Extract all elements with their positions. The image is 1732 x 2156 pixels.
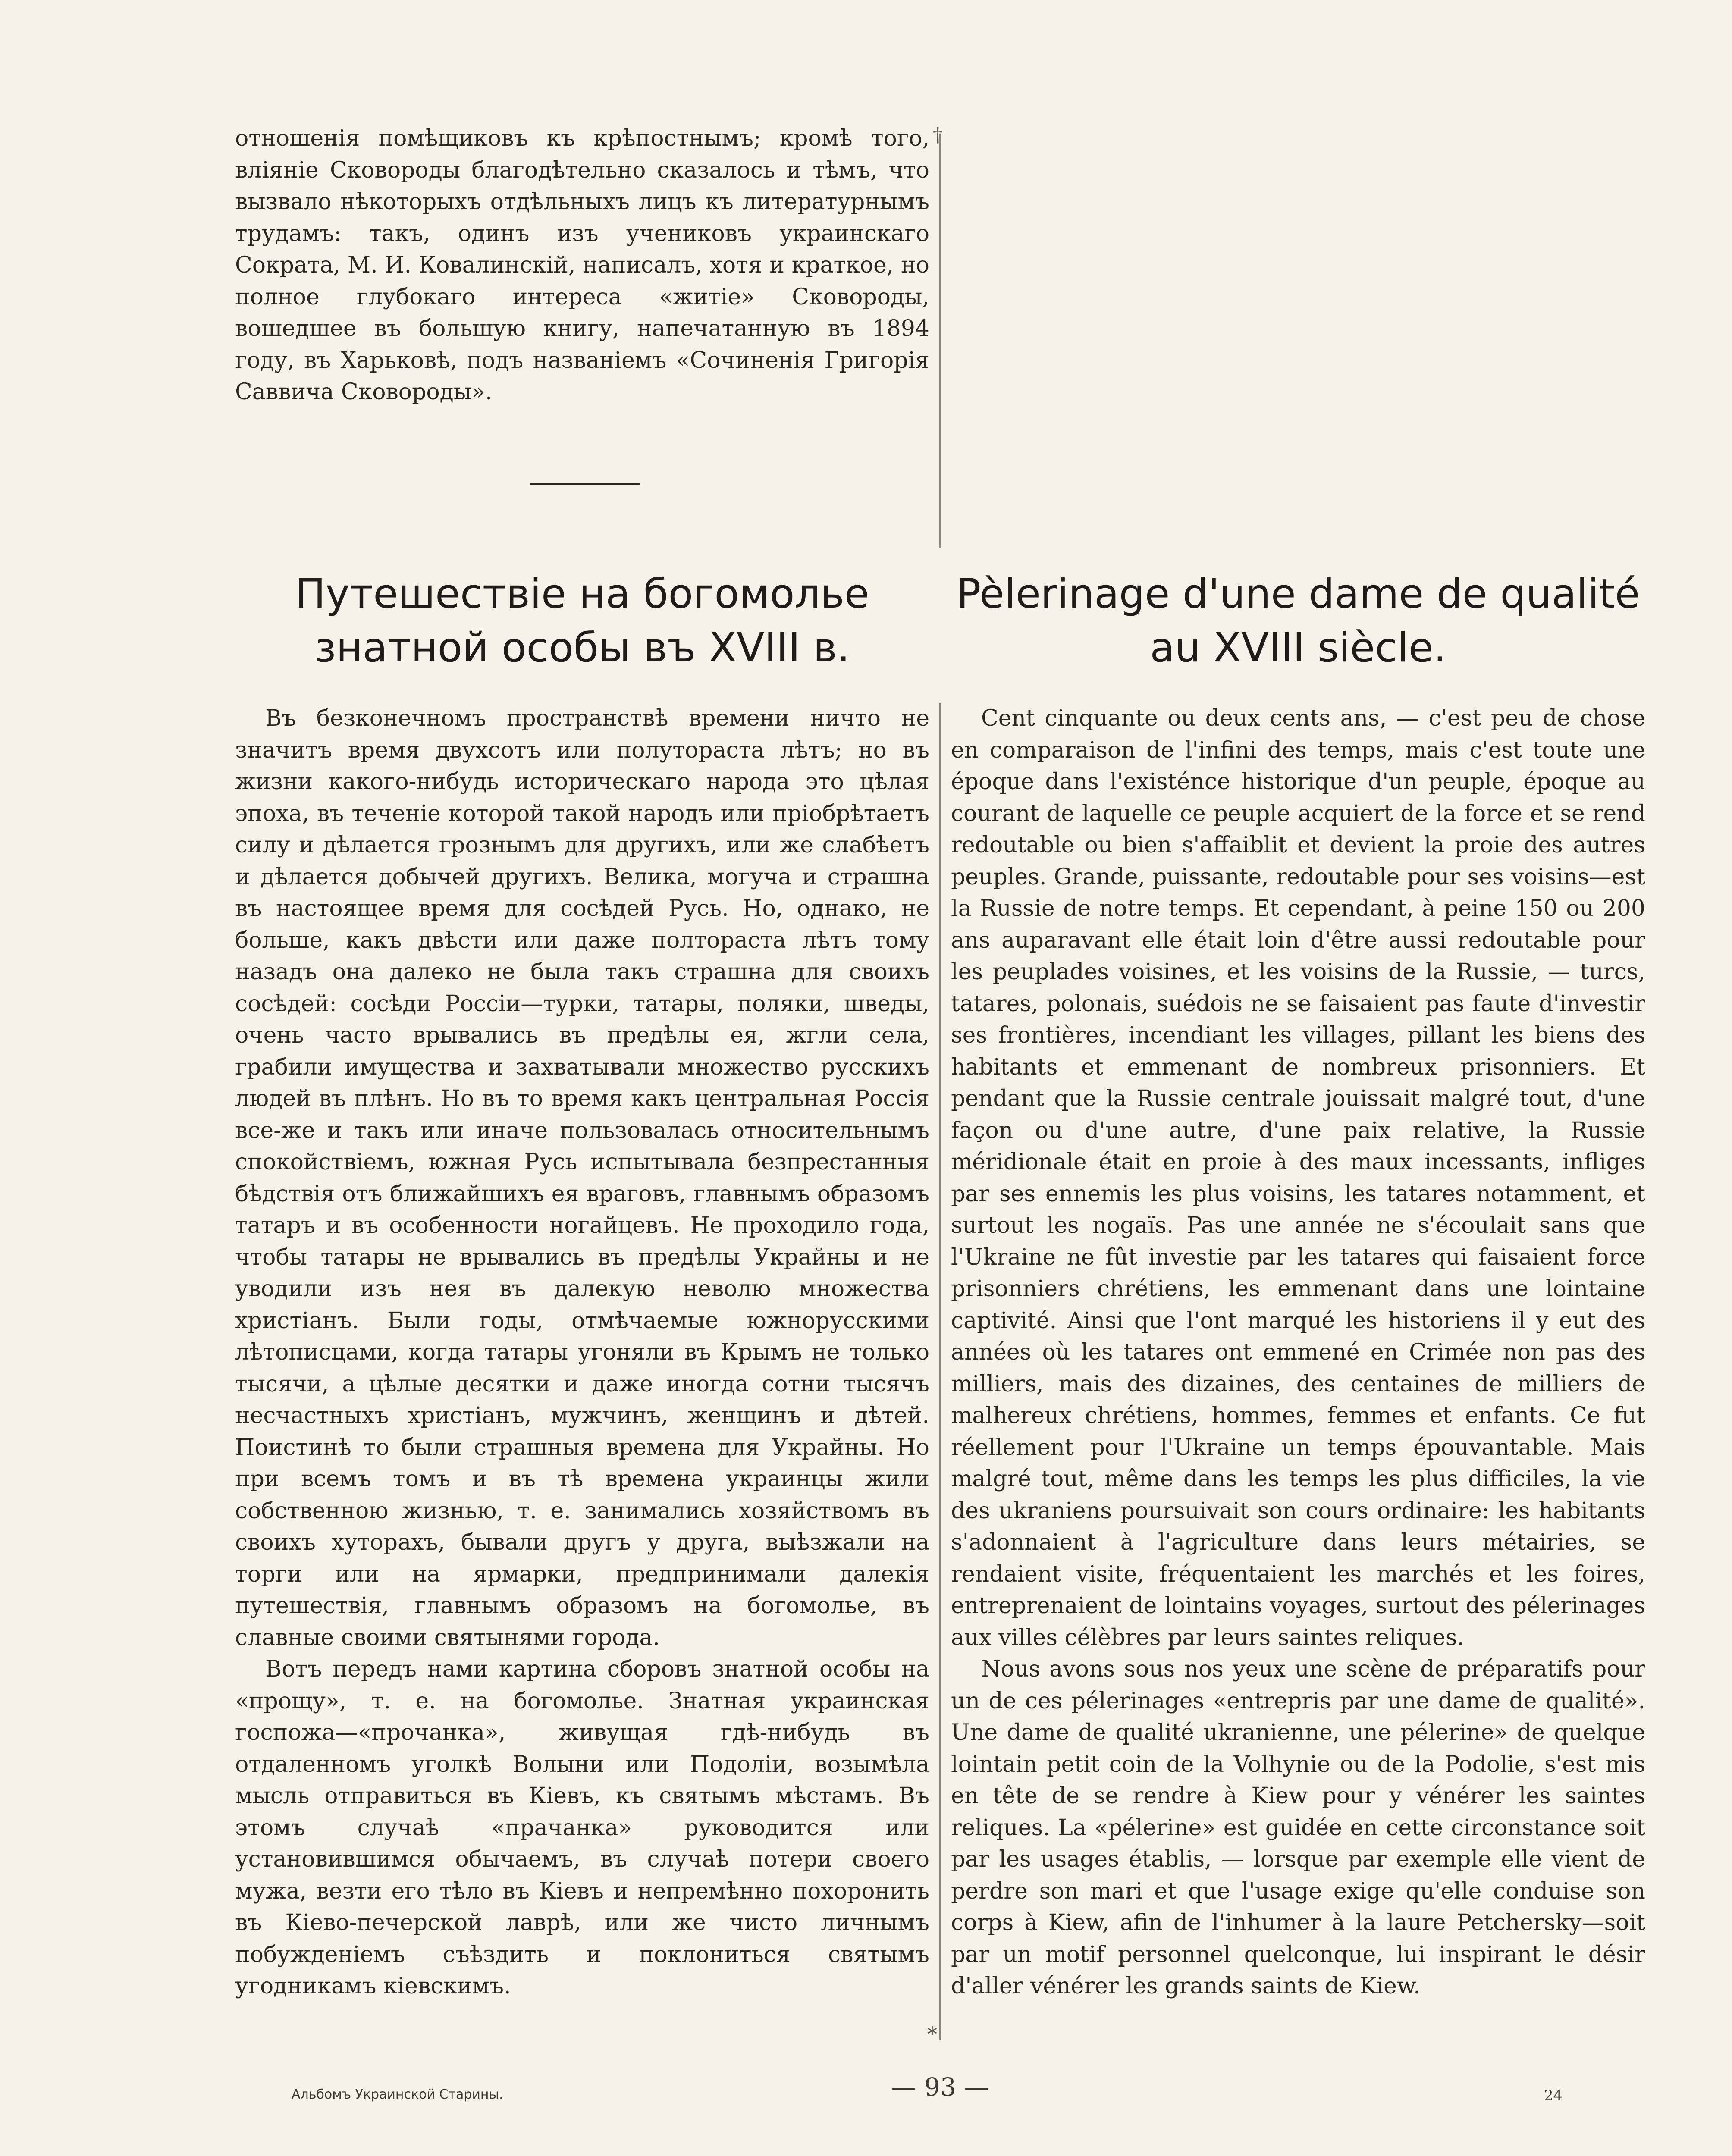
russian-column <box>235 703 929 2002</box>
french-paragraph-2: Nous avons sous nos yeux une scène de préparatifs pour un de ces pélerinages «entrepris par une dame de qualité». Une dame de qualité ukranienne, une pélerine» de quelque lointain petit coin de la Volhynie ou de la Podolie, s'est mis en tête de se rendre à Kiew pour y vénérer les saintes reliques. La «pélerine» est guidée en cette circonstance soit par les usages établis, — lorsque par exemple elle vient de perdre son mari et que l'usage exige qu'elle conduise son corps à Kiew, afin de l'inhumer à la laure Petchersky—soit par un motif personnel quelconque, lui inspirant le désir d'aller vénérer les grands saints de Kiew. <box>951 1656 1645 1999</box>
footer-publication-title: Альбомъ Украинской Старины. <box>292 2087 503 2102</box>
page-number: — 93 — <box>891 2072 989 2102</box>
signature-number: 24 <box>1544 2087 1563 2104</box>
gutter-line-lower <box>939 703 941 2040</box>
french-title: Pèlerinage d'une dame de qualité au XVIII siècle. <box>956 570 1640 671</box>
french-column <box>951 703 1645 2002</box>
top-paragraph: отношенія помѣщиковъ къ крѣпостнымъ; кромѣ того, вліяніе Сковороды благодѣтельно сказалось и тѣмъ, что вызвало нѣкоторыхъ отдѣльныхъ лицъ къ литературнымъ трудамъ: такъ, одинъ изъ учениковъ украинскаго Сократа, М. И. Ковалинскій, написалъ, хотя и краткое, но полное глубокаго интереса «житіе» Сковороды, вошедшее въ большую книгу, напечатанную въ 1894 году, въ Харьковѣ, подъ названіемъ «Сочиненія Григорія Саввича Сковороды». <box>235 125 929 405</box>
gutter-line-upper <box>939 134 941 548</box>
gutter-mark-bottom: * <box>927 2022 937 2046</box>
russian-paragraph-1: Въ безконечномъ пространствѣ времени ничто не значитъ время двухсотъ или полутораста лѣтъ; но въ жизни какого-нибудь историческаго народа это цѣлая эпоха, въ теченіе которой такой народъ или пріобрѣтаетъ силу и дѣлается грознымъ для другихъ, или же слабѣетъ и дѣлается добычей другихъ. Велика, могуча и страшна въ настоящее время для сосѣдей Русь. Но, однако, не больше, какъ двѣсти или даже полтораста лѣтъ тому назадъ она далеко не была такъ страшна для своихъ сосѣдей: сосѣди Россіи—турки, татары, поляки, шведы, очень часто врывались въ предѣлы ея, жгли села, грабили имущества и захватывали множество русскихъ людей въ плѣнъ. Но въ то время какъ центральная Россія все-же и такъ или иначе пользовалась относительнымъ спокойствіемъ, южная Русь испытывала безпрестанныя бѣдствія отъ ближайшихъ ея враговъ, главнымъ образомъ татаръ и въ особенности ногайцевъ. Не проходило года, чтобы татары не врывались въ предѣлы Украйны и не уводили изъ нея въ далекую неволю множества христіанъ. Были годы, отмѣчаемые южнорусскими лѣтописцами, когда татары угоняли въ Крымъ не только тысячи, а цѣлые десятки и даже иногда сотни тысячъ несчастныхъ христіанъ, мужчинъ, женщинъ и дѣтей. Поистинѣ то были страшныя времена для Украйны. Но при всемъ томъ и въ тѣ времена украинцы жили собственною жизнью, т. е. занимались хозяйствомъ въ своихъ хуторахъ, бывали другъ у друга, выѣзжали на торги или на ярмарки, предпринимали далекія путешествія, главнымъ образомъ на богомолье, въ славные своими святынями города. <box>235 705 929 1651</box>
french-paragraph-1: Cent cinquante ou deux cents ans, — c'est peu de chose en comparaison de l'infini des temps, mais c'est toute une époque dans l'existénce historique d'un peuple, époque au courant de laquelle ce peuple acquiert de la force et se rend redoutable ou bien s'affaiblit et devient la proie des autres peuples. Grande, puissante, redoutable pour ses voisins—est la Russie de notre temps. Et cependant, à peine 150 ou 200 ans auparavant elle était loin d'être aussi redoutable pour les peuplades voisines, et les voisins de la Russie, — turcs, tatares, polonais, suédois ne se faisaient pas faute d'investir ses frontières, incendiant les villages, pillant les biens des habitants et emmenant de nombreux prisonniers. Et pendant que la Russie centrale jouissait malgré tout, d'une façon ou d'une autre, d'une paix relative, la Russie méridionale était en proie à des maux incessants, infliges par ses ennemis les plus voisins, les tatares notamment, et surtout les nogaïs. Pas une année ne s'écoulait sans que l'Ukraine ne fût investie par les tatares qui faisaient force prisonniers chrétiens, les emmenant dans une lointaine captivité. Ainsi que l'ont marqué les historiens il y eut des années où les tatares ont emmené en Crimée non pas des milliers, mais des dizaines, des centaines de milliers de malhereux chrétiens, hommes, femmes et enfants. Ce fut réellement pour l'Ukraine un temps épouvantable. Mais malgré tout, même dans les temps les plus difficiles, la vie des ukraniens poursuivait son cours ordinaire: les habitants s'adonnaient à l'agriculture dans leurs métairies, se rendaient visite, fréquentaient les marchés et les foires, entreprenaient de lointains voyages, surtout des pélerinages aux villes célèbres par leurs saintes reliques. <box>951 705 1645 1651</box>
russian-paragraph-2: Вотъ передъ нами картина сборовъ знатной особы на «прощу», т. е. на богомолье. Знатная украинская госпожа—«прочанка», живущая гдѣ-нибудь въ отдаленномъ уголкѣ Волыни или Подоліи, возымѣла мысль отправиться въ Кіевъ, къ святымъ мѣстамъ. Въ этомъ случаѣ «прачанка» руководится или установившимся обычаемъ, въ случаѣ потери своего мужа, везти его тѣло въ Кіевъ и непремѣнно похоронить въ Кіево-печерской лаврѣ, или же чисто личнымъ побужденіемъ съѣздить и поклониться святымъ угодникамъ кіевскимъ. <box>235 1656 929 1999</box>
russian-title: Путешествіе на богомолье знатной особы въ XVIII в. <box>295 570 869 671</box>
gutter-mark-top: † <box>933 123 943 146</box>
section-divider <box>530 483 640 485</box>
